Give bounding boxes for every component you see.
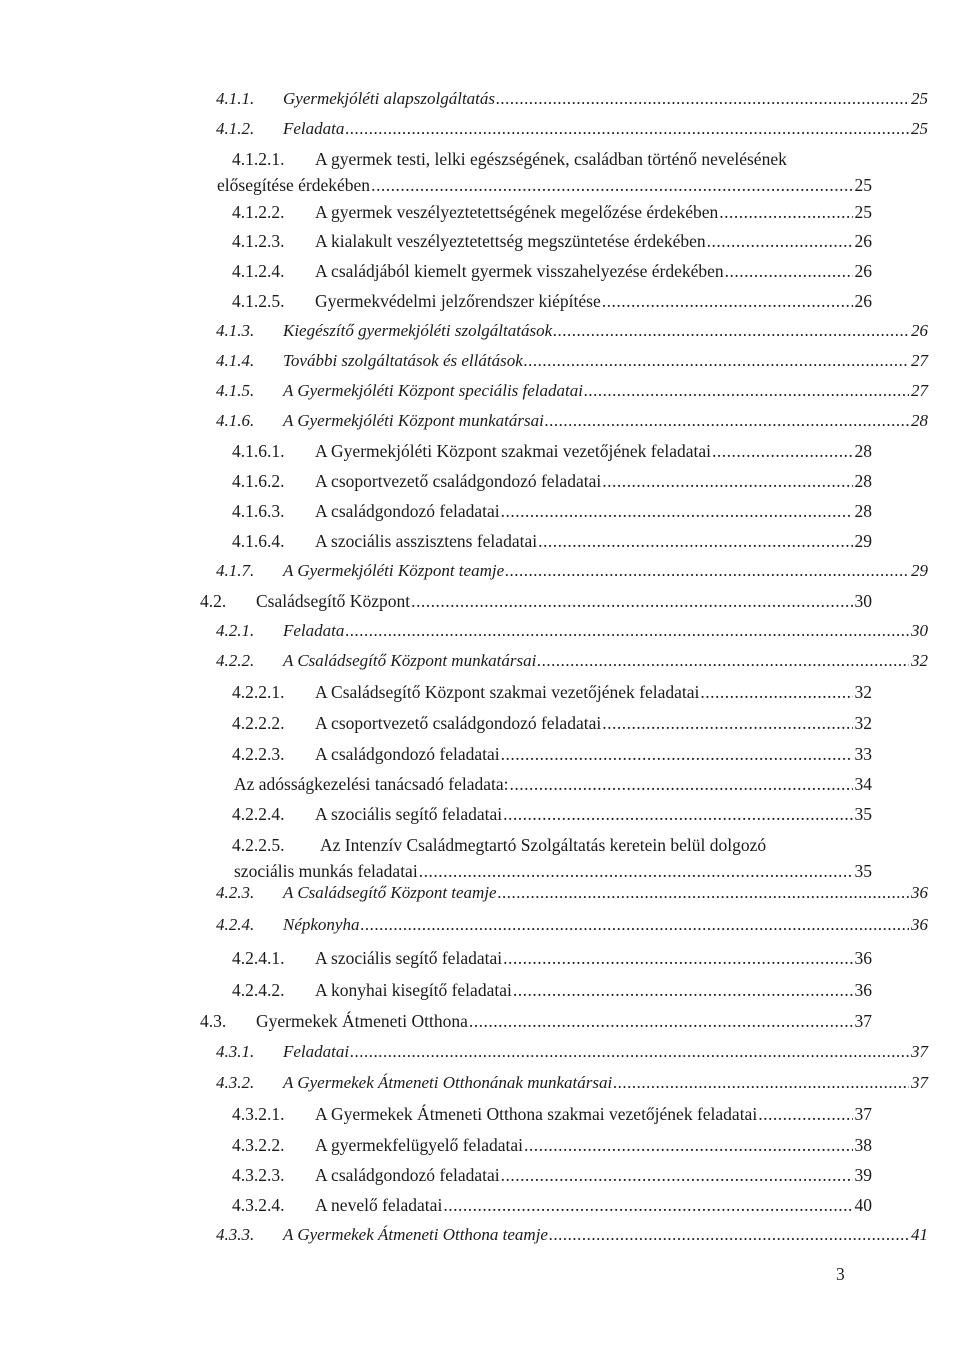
toc-entry-page: 30	[854, 591, 872, 611]
toc-entry-number: 4.1.6.2.	[232, 471, 285, 491]
toc-entry[interactable]	[0, 558, 960, 584]
toc-entry-number: 4.1.5.	[216, 381, 255, 400]
toc-dot-leader	[538, 528, 852, 554]
toc-entry-title: Az adósságkezelési tanácsadó feladata:	[234, 774, 509, 794]
toc-entry[interactable]	[0, 408, 960, 434]
toc-entry[interactable]	[0, 1162, 960, 1188]
toc-entry[interactable]	[0, 199, 960, 225]
toc-dot-leader	[503, 945, 852, 971]
toc-entry[interactable]	[0, 977, 960, 1003]
toc-entry-number: 4.1.3.	[216, 321, 255, 340]
toc-entry[interactable]	[0, 116, 960, 142]
toc-dot-leader	[345, 116, 909, 142]
toc-entry-page: 26	[854, 291, 872, 311]
toc-entry[interactable]	[0, 1222, 960, 1248]
toc-entry[interactable]	[0, 912, 960, 938]
toc-entry[interactable]	[0, 679, 960, 705]
toc-dot-leader	[584, 378, 909, 404]
toc-entry-number: 4.2.2.4.	[232, 804, 285, 824]
toc-entry-title: Kiegészítő gyermekjóléti szolgáltatások	[283, 321, 553, 340]
toc-entry[interactable]	[0, 618, 960, 644]
toc-entry-number: 4.2.3.	[216, 883, 255, 902]
toc-entry-number: 4.3.3.	[216, 1225, 255, 1244]
toc-entry-page: 25	[911, 89, 928, 108]
toc-entry[interactable]	[0, 801, 960, 827]
toc-entry-title: A szociális asszisztens feladatai	[315, 531, 538, 551]
toc-entry-title-first-line: A gyermek testi, lelki egészségének, családban történő nevelésének	[315, 149, 787, 169]
toc-dot-leader	[524, 348, 909, 374]
toc-dot-leader	[501, 1162, 853, 1188]
toc-entry-number: 4.1.2.2.	[232, 202, 285, 222]
toc-entry-page: 26	[854, 231, 872, 251]
toc-entry-number: 4.2.2.	[216, 651, 255, 670]
toc-entry-title: szociális munkás feladatai	[234, 861, 418, 881]
toc-entry-title: A csoportvezető családgondozó feladatai	[315, 713, 602, 733]
toc-entry[interactable]	[0, 498, 960, 524]
toc-entry-page: 28	[911, 411, 928, 430]
toc-entry-page: 36	[854, 980, 872, 1000]
toc-entry-number: 4.2.4.	[216, 915, 255, 934]
toc-dot-leader	[707, 228, 853, 254]
toc-entry-number: 4.1.1.	[216, 89, 255, 108]
toc-entry[interactable]	[0, 1008, 960, 1034]
toc-entry[interactable]	[0, 86, 960, 112]
toc-entry-page: 27	[911, 351, 928, 370]
toc-entry-page: 39	[854, 1165, 872, 1185]
toc-dot-leader	[700, 679, 852, 705]
toc-entry-number: 4.1.6.	[216, 411, 255, 430]
toc-entry-number: 4.3.1.	[216, 1042, 255, 1061]
toc-entry[interactable]	[0, 438, 960, 464]
toc-dot-leader	[602, 710, 852, 736]
toc-entry-title: A kialakult veszélyeztetettség megszüntetése érdekében	[315, 231, 706, 251]
toc-entry-title: Gyermekvédelmi jelzőrendszer kiépítése	[315, 291, 601, 311]
toc-entry-number: 4.2.4.1.	[232, 948, 285, 968]
toc-entry-page: 38	[854, 1135, 872, 1155]
toc-entry[interactable]	[0, 1039, 960, 1065]
toc-dot-leader	[501, 741, 853, 767]
toc-entry-page: 26	[911, 321, 928, 340]
toc-entry[interactable]	[0, 741, 960, 767]
toc-entry-title: A Gyermekjóléti Központ munkatársai	[283, 411, 544, 430]
toc-dot-leader	[505, 558, 909, 584]
toc-entry-page: 37	[854, 1011, 872, 1031]
toc-entry-number: 4.3.2.3.	[232, 1165, 285, 1185]
toc-entry-title: A családjából kiemelt gyermek visszahelyezése érdekében	[315, 261, 724, 281]
toc-dot-leader	[345, 618, 909, 644]
toc-entry-title: A családgondozó feladatai	[315, 744, 500, 764]
toc-entry[interactable]	[0, 945, 960, 971]
toc-entry-page: 29	[911, 561, 928, 580]
toc-entry-page: 36	[911, 883, 928, 902]
toc-dot-leader	[553, 318, 909, 344]
toc-dot-leader	[510, 771, 853, 797]
toc-entry-page: 36	[911, 915, 928, 934]
toc-entry-heading-line	[0, 146, 960, 172]
toc-entry[interactable]	[0, 258, 960, 284]
toc-entry[interactable]	[0, 710, 960, 736]
toc-entry-page: 28	[854, 441, 872, 461]
toc-entry-title: A csoportvezető családgondozó feladatai	[315, 471, 602, 491]
toc-entry-page: 37	[854, 1104, 872, 1124]
toc-dot-leader	[725, 258, 853, 284]
toc-entry-number: 4.1.6.3.	[232, 501, 285, 521]
toc-entry-page: 36	[854, 948, 872, 968]
toc-entry-number: 4.1.6.4.	[232, 531, 285, 551]
toc-entry-number: 4.2.1.	[216, 621, 255, 640]
toc-entry-page: 37	[911, 1073, 928, 1092]
toc-entry-number: 4.2.2.3.	[232, 744, 285, 764]
toc-entry-title: Feladata	[283, 621, 345, 640]
toc-entry-page: 35	[854, 804, 872, 824]
toc-entry-number: 4.3.2.	[216, 1073, 255, 1092]
toc-entry[interactable]	[0, 378, 960, 404]
toc-entry-title: elősegítése érdekében	[217, 175, 371, 195]
toc-dot-leader	[503, 801, 852, 827]
toc-entry-number: 4.3.2.2.	[232, 1135, 285, 1155]
toc-entry-number: 4.2.2.5.	[232, 835, 285, 855]
toc-entry-number: 4.3.2.4.	[232, 1195, 285, 1215]
toc-entry-page: 25	[854, 202, 872, 222]
toc-entry[interactable]	[0, 348, 960, 374]
toc-entry-title: A Gyermekek Átmeneti Otthona teamje	[283, 1225, 548, 1244]
toc-entry-page: 32	[854, 682, 872, 702]
toc-entry-page: 35	[854, 861, 872, 881]
toc-entry-page: 28	[854, 501, 872, 521]
toc-entry-page: 27	[911, 381, 928, 400]
toc-entry-number: 4.3.	[200, 1011, 227, 1031]
toc-entry-page: 32	[911, 651, 928, 670]
toc-entry[interactable]	[0, 1101, 960, 1127]
toc-entry-number: 4.1.2.3.	[232, 231, 285, 251]
toc-entry-page: 40	[854, 1195, 872, 1215]
toc-dot-leader	[360, 912, 909, 938]
toc-entry[interactable]	[0, 588, 960, 614]
toc-entry-title: A Gyermekjóléti Központ szakmai vezetőjének feladatai	[315, 441, 712, 461]
toc-dot-leader	[501, 498, 853, 524]
toc-entry-title: Feladatai	[283, 1042, 350, 1061]
toc-entry[interactable]	[0, 1070, 960, 1096]
toc-entry[interactable]	[0, 648, 960, 674]
toc-entry-title: A Gyermekjóléti Központ teamje	[283, 561, 505, 580]
toc-dot-leader	[498, 880, 909, 906]
toc-entry-number: 4.2.2.1.	[232, 682, 285, 702]
toc-entry-page: 25	[911, 119, 928, 138]
toc-entry-number: 4.1.2.1.	[232, 149, 285, 169]
toc-entry-number: 4.1.6.1.	[232, 441, 285, 461]
toc-entry-number: 4.1.2.	[216, 119, 255, 138]
toc-entry-page: 37	[911, 1042, 928, 1061]
toc-entry-page: 26	[854, 261, 872, 281]
toc-dot-leader	[602, 468, 852, 494]
toc-entry-number: 4.1.7.	[216, 561, 255, 580]
toc-entry-title: Feladata	[283, 119, 345, 138]
toc-entry-title: Gyermekjóléti alapszolgáltatás	[283, 89, 496, 108]
toc-entry-title: A családgondozó feladatai	[315, 501, 500, 521]
toc-entry-title: A családgondozó feladatai	[315, 1165, 500, 1185]
toc-entry-page: 34	[854, 774, 872, 794]
toc-entry-title: A nevelő feladatai	[315, 1195, 443, 1215]
toc-entry-page: 33	[854, 744, 872, 764]
toc-dot-leader	[411, 588, 852, 614]
toc-entry[interactable]	[0, 528, 960, 554]
toc-entry-title: Családsegítő Központ	[256, 591, 411, 611]
toc-entry[interactable]	[0, 1132, 960, 1158]
toc-dot-leader	[496, 86, 909, 112]
toc-dot-leader	[371, 172, 852, 198]
toc-entry-title: A szociális segítő feladatai	[315, 804, 503, 824]
toc-entry-number: 4.1.4.	[216, 351, 255, 370]
toc-entry-number: 4.2.4.2.	[232, 980, 285, 1000]
toc-entry-title: A konyhai kisegítő feladatai	[315, 980, 512, 1000]
toc-entry-title: A Gyermekek Átmeneti Otthonának munkatársai	[283, 1073, 613, 1092]
toc-entry-heading-line	[0, 832, 960, 858]
toc-entry-title: A gyermek veszélyeztetettségének megelőzése érdekében	[315, 202, 719, 222]
toc-entry[interactable]	[0, 771, 960, 797]
toc-dot-leader	[712, 438, 852, 464]
toc-dot-leader	[758, 1101, 852, 1127]
toc-dot-leader	[545, 408, 909, 434]
toc-entry-title: Népkonyha	[283, 915, 360, 934]
toc-dot-leader	[602, 288, 853, 314]
toc-entry-title: A Gyermekjóléti Központ speciális feladatai	[283, 381, 583, 400]
toc-dot-leader	[537, 648, 909, 674]
toc-entry[interactable]	[0, 318, 960, 344]
toc-entry-number: 4.2.2.2.	[232, 713, 285, 733]
toc-dot-leader	[524, 1132, 853, 1158]
toc-entry[interactable]	[0, 172, 960, 198]
toc-entry-title: A Családsegítő Központ teamje	[283, 883, 497, 902]
toc-entry-title: Gyermekek Átmeneti Otthona	[256, 1011, 468, 1031]
toc-dot-leader	[513, 977, 853, 1003]
toc-entry[interactable]	[0, 288, 960, 314]
toc-entry[interactable]	[0, 468, 960, 494]
toc-entry-page: 41	[911, 1225, 928, 1244]
toc-entry-page: 29	[854, 531, 872, 551]
toc-entry-number: 4.2.	[200, 591, 227, 611]
toc-entry-title: A Családsegítő Központ munkatársai	[283, 651, 537, 670]
toc-entry[interactable]	[0, 228, 960, 254]
toc-dot-leader	[549, 1222, 909, 1248]
toc-dot-leader	[719, 199, 852, 225]
toc-entry[interactable]	[0, 880, 960, 906]
toc-entry-number: 4.1.2.4.	[232, 261, 285, 281]
toc-entry[interactable]	[0, 1192, 960, 1218]
toc-dot-leader	[350, 1039, 909, 1065]
page-number: 3	[836, 1264, 845, 1284]
toc-entry-title: A szociális segítő feladatai	[315, 948, 503, 968]
toc-entry-number: 4.3.2.1.	[232, 1104, 285, 1124]
toc-dot-leader	[469, 1008, 853, 1034]
toc-entry-page: 32	[854, 713, 872, 733]
toc-entry-title: További szolgáltatások és ellátások	[283, 351, 523, 370]
toc-entry-title-first-line: Az Intenzív Családmegtartó Szolgáltatás keretein belül dolgozó	[320, 835, 767, 855]
toc-entry-title: A gyermekfelügyelő feladatai	[315, 1135, 523, 1155]
toc-entry-title: A Családsegítő Központ szakmai vezetőjének feladatai	[315, 682, 700, 702]
toc-entry-page: 30	[911, 621, 928, 640]
toc-entry-title: A Gyermekek Átmeneti Otthona szakmai vezetőjének feladatai	[315, 1104, 758, 1124]
toc-entry-page: 25	[854, 175, 872, 195]
toc-dot-leader	[613, 1070, 909, 1096]
toc-dot-leader	[443, 1192, 852, 1218]
toc-entry-number: 4.1.2.5.	[232, 291, 285, 311]
toc-entry-page: 28	[854, 471, 872, 491]
